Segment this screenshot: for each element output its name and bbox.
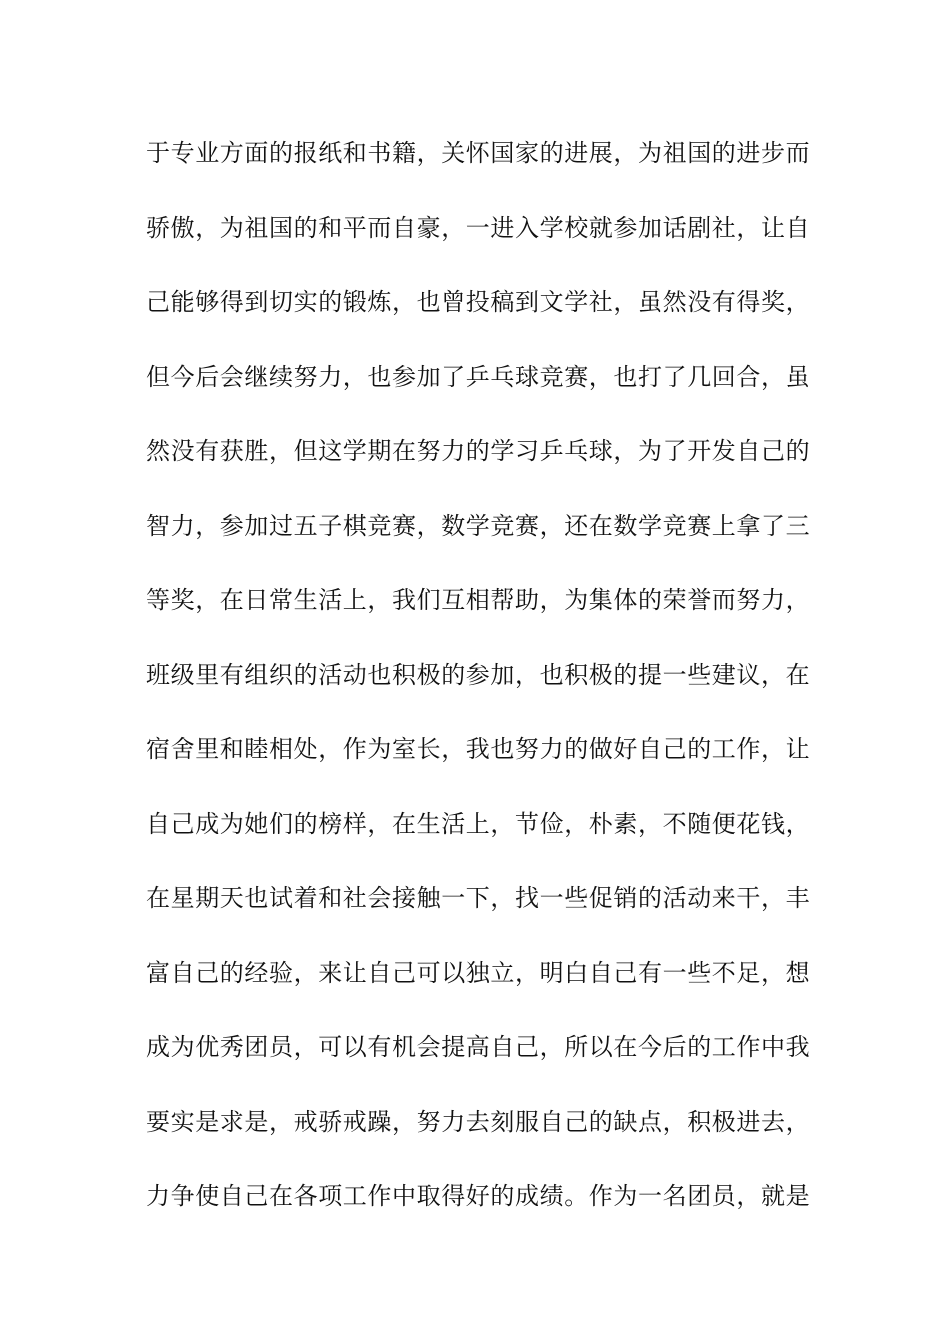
text-line-1: 于专业方面的报纸和书籍，关怀国家的进展，为祖国的进步而 bbox=[146, 139, 811, 167]
text-line-9: 宿舍里和睦相处，作为室长，我也努力的做好自己的工作，让 bbox=[146, 735, 811, 763]
text-line-8: 班级里有组织的活动也积极的参加，也积极的提一些建议，在 bbox=[146, 660, 811, 689]
text-line-3: 己能够得到切实的锻炼，也曾投稿到文学社，虽然没有得奖， bbox=[146, 288, 811, 316]
text-line-6: 智力，参加过五子棋竞赛，数学竞赛，还在数学竞赛上拿了三 bbox=[146, 511, 811, 540]
text-line-14: 要实是求是，戒骄戒躁，努力去刻服自己的缺点，积极进去， bbox=[146, 1107, 811, 1136]
text-line-4: 但今后会继续努力，也参加了乒乓球竞赛，也打了几回合，虽 bbox=[146, 362, 811, 391]
text-line-15: 力争使自己在各项工作中取得好的成绩。作为一名团员，就是 bbox=[146, 1182, 811, 1210]
text-line-10: 自己成为她们的榜样，在生活上，节俭，朴素，不随便花钱， bbox=[146, 809, 811, 838]
text-line-11: 在星期天也试着和社会接触一下，找一些促销的活动来干，丰 bbox=[146, 884, 811, 912]
text-line-13: 成为优秀团员，可以有机会提高自己，所以在今后的工作中我 bbox=[146, 1033, 811, 1061]
text-line-5: 然没有获胜，但这学期在努力的学习乒乓球，为了开发自己的 bbox=[146, 437, 811, 465]
text-line-2: 骄傲，为祖国的和平而自豪，一进入学校就参加话剧社，让自 bbox=[146, 213, 811, 242]
text-line-7: 等奖，在日常生活上，我们互相帮助，为集体的荣誉而努力， bbox=[146, 586, 811, 614]
body-text bbox=[146, 130, 816, 1248]
text-line-12: 富自己的经验，来让自己可以独立，明白自己有一些不足，想 bbox=[146, 958, 811, 987]
